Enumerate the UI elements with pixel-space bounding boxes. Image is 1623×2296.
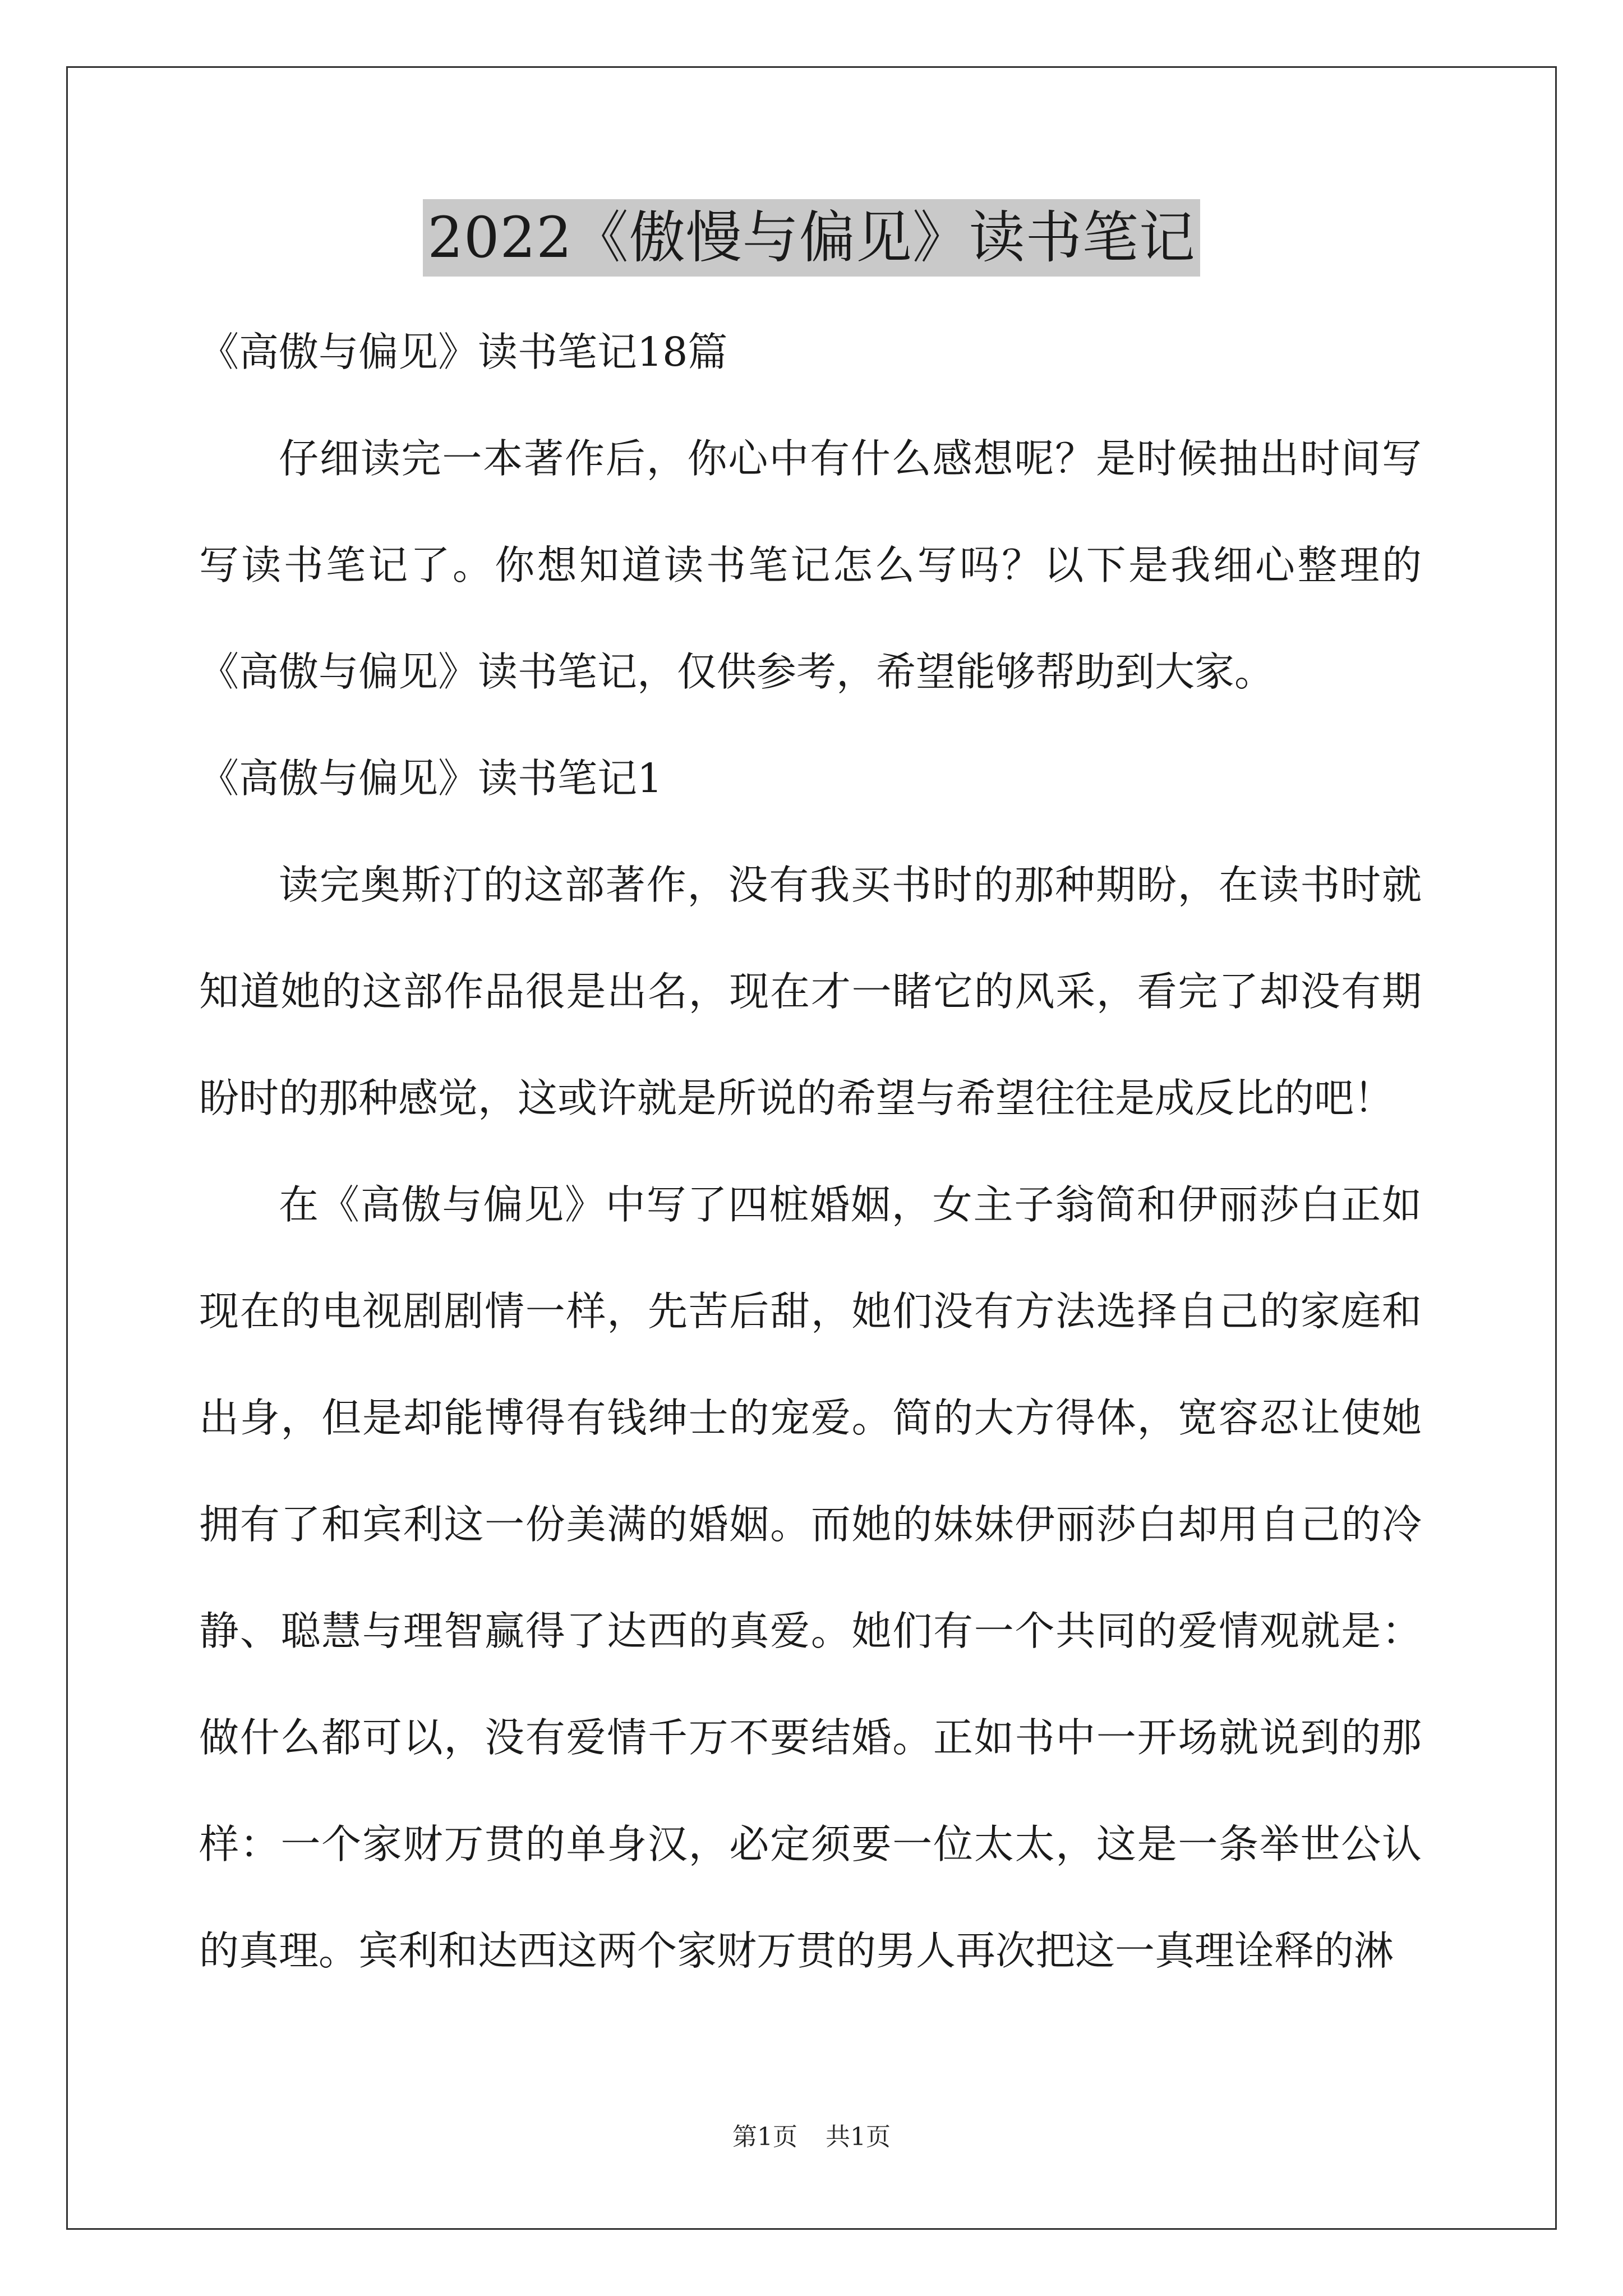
page-footer bbox=[0, 2120, 1623, 2154]
intro-paragraph: 仔细读完一本著作后，你心中有什么感想呢？是时候抽出时间写写读书笔记了。你想知道读书笔记怎么写吗？以下是我细心整理的《高傲与偏见》读书笔记，仅供参考，希望能够帮助到大家。 bbox=[199, 435, 1422, 695]
document-title: 2022《傲慢与偏见》读书笔记 bbox=[423, 199, 1200, 277]
document-body bbox=[199, 299, 1422, 2004]
page-total: 共1页 bbox=[826, 2123, 891, 2151]
section-heading: 《高傲与偏见》读书笔记18篇 bbox=[199, 329, 728, 375]
section-heading: 《高傲与偏见》读书笔记1 bbox=[199, 755, 663, 802]
body-paragraph: 读完奥斯汀的这部著作，没有我买书时的那种期盼，在读书时就知道她的这部作品很是出名，现在才一睹它的风采，看完了却没有期盼时的那种感觉，这或许就是所说的希望与希望往往是成反比的吧！ bbox=[199, 862, 1422, 1121]
page-number: 第1页 bbox=[732, 2123, 797, 2151]
body-paragraph: 在《高傲与偏见》中写了四桩婚姻，女主子翁简和伊丽莎白正如现在的电视剧剧情一样，先苦后甜，她们没有方法选择自己的家庭和出身，但是却能博得有钱绅士的宠爱。简的大方得体，宽容忍让使她拥有了和宾利这一份美满的婚姻。而她的妹妹伊丽莎白却用自己的冷静、聪慧与理智赢得了达西的真爱。她们有一个共同的爱情观就是：做什么都可以，没有爱情千万不要结婚。正如书中一开场就说到的那样：一个家财万贯的单身汉，必定须要一位太太，这是一条举世公认的真理。宾利和达西这两个家财万贯的男人再次把这一真理诠释的淋 bbox=[199, 1181, 1422, 1974]
title-container bbox=[0, 199, 1623, 277]
